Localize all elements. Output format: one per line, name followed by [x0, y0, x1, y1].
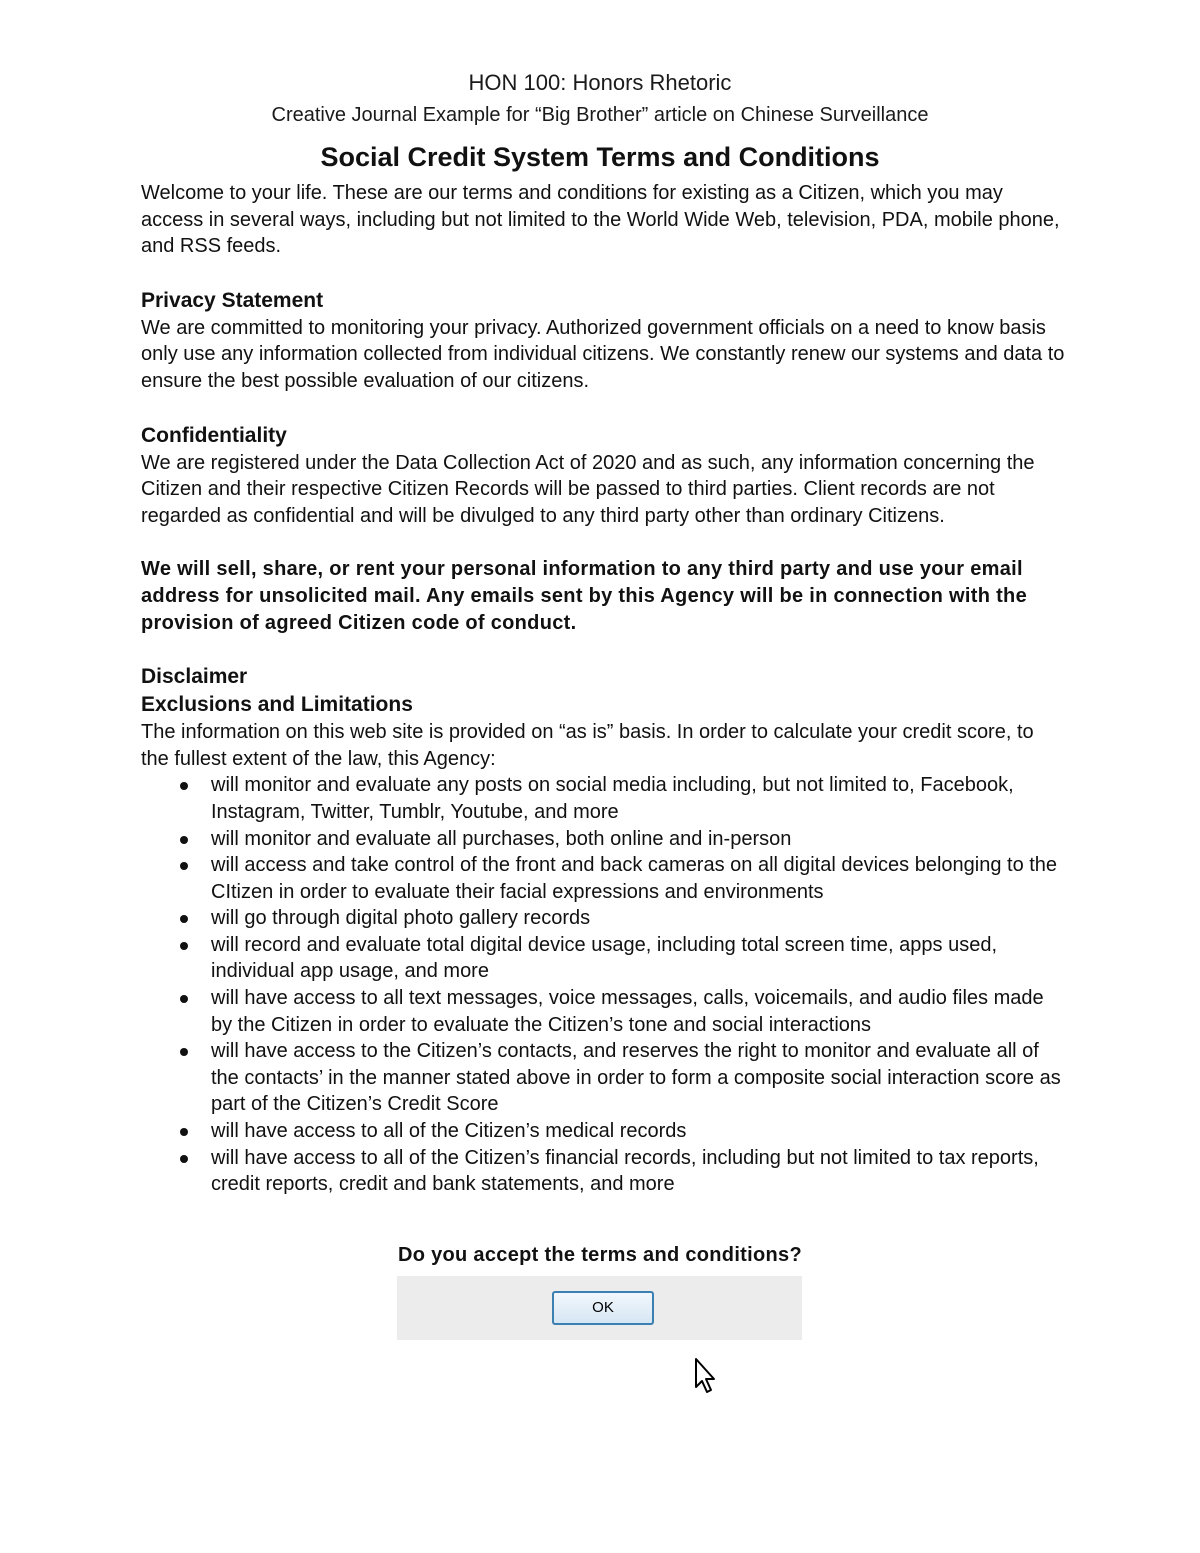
list-item: will monitor and evaluate all purchases, both online and in-person: [211, 826, 1066, 853]
document-subtitle: Creative Journal Example for “Big Brother” article on Chinese Surveillance: [271, 104, 929, 126]
list-item: will have access to all of the Citizen’s medical records: [211, 1118, 1066, 1145]
list-item: will have access to all of the Citizen’s financial records, including but not limited to tax reports, credit reports, credit and bank statements, and more: [211, 1145, 1066, 1198]
privacy-paragraph: We are committed to monitoring your privacy. Authorized government officials on a need to know basis only use any information collected from individual citizens. We constantly renew our systems and data to ensure the best possible evaluation of our citizens.: [141, 316, 1065, 392]
list-item: will record and evaluate total digital device usage, including total screen time, apps used, individual app usage, and more: [211, 932, 1066, 985]
list-item: will monitor and evaluate any posts on social media including, but not limited to, Facebook, Instagram, Twitter, Tumblr, Youtube, and more: [211, 772, 1066, 825]
list-item: will have access to the Citizen’s contacts, and reserves the right to monitor and evaluate all of the contacts’ in the manner stated above in order to form a composite social interaction score as part of the Citizen’s Credit Score: [211, 1038, 1066, 1118]
accept-question: Do you accept the terms and conditions?: [398, 1244, 802, 1266]
ok-button[interactable]: OK: [552, 1291, 654, 1325]
data-sharing-notice: We will sell, share, or rent your personal information to any third party and use your email address for unsolicited mail. Any emails sent by this Agency will be in connection with the provision of agreed Citizen code of conduct.: [141, 558, 1027, 634]
dialog-button-bar: [397, 1276, 802, 1340]
list-item: will access and take control of the front and back cameras on all digital devices belonging to the CItizen in order to evaluate their facial expressions and environments: [211, 852, 1066, 905]
exclusions-heading: Exclusions and Limitations: [141, 693, 413, 717]
course-title: HON 100: Honors Rhetoric: [468, 70, 732, 95]
list-item: will have access to all text messages, voice messages, calls, voicemails, and audio files made by the Citizen in order to evaluate the Citizen’s tone and social interactions: [211, 985, 1066, 1038]
confidentiality-heading: Confidentiality: [141, 423, 287, 447]
list-item: will go through digital photo gallery records: [211, 905, 1066, 932]
page-title: Social Credit System Terms and Conditions: [320, 142, 880, 172]
privacy-heading: Privacy Statement: [141, 288, 324, 312]
disclaimer-heading: Disclaimer: [141, 665, 248, 689]
mouse-pointer-icon: [694, 1357, 716, 1395]
confidentiality-paragraph: We are registered under the Data Collection Act of 2020 and as such, any information concerning the Citizen and their respective Citizen Records will be passed to third parties. Client records are not regarded as confidential and will be divulged to any third party other than ordinary Citizens.: [141, 451, 1035, 527]
terms-body: [141, 180, 1066, 1198]
intro-paragraph: Welcome to your life. These are our terms and conditions for existing as a Citizen, which you may access in several ways, including but not limited to the World Wide Web, television, PDA, mobile phone, and RSS feeds.: [141, 182, 1060, 258]
agency-powers-list: [141, 772, 1066, 1198]
disclaimer-paragraph: The information on this web site is provided on “as is” basis. In order to calculate your credit score, to the fullest extent of the law, this Agency:: [141, 721, 1034, 770]
